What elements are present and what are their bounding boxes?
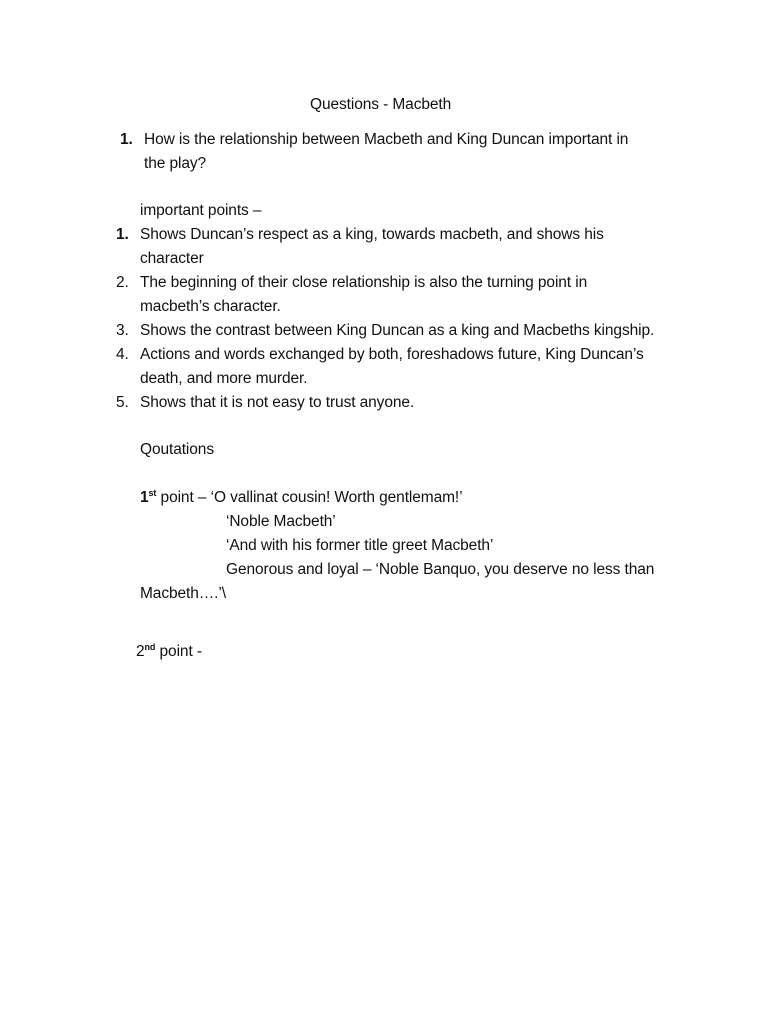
second-point-label <box>136 642 202 662</box>
second-point-label-text: point - <box>155 643 202 660</box>
first-point-ordinal-suffix: st <box>148 488 157 498</box>
first-point-continuation: Macbeth….’\ <box>140 585 226 602</box>
second-point-ordinal-suffix: nd <box>144 642 156 652</box>
first-point-quote-1: ‘Noble Macbeth’ <box>226 513 336 530</box>
point-1-line-2: character <box>140 250 204 267</box>
important-points-heading: important points – <box>140 202 262 219</box>
point-number-1: 1. <box>116 226 129 243</box>
first-point-label-text: point – ‘O vallinat cousin! Worth gentlemam!’ <box>156 489 463 506</box>
point-4-line-1: Actions and words exchanged by both, foreshadows future, King Duncan’s <box>140 346 644 363</box>
question-number: 1. <box>120 131 133 148</box>
point-1-line-1: Shows Duncan’s respect as a king, towards macbeth, and shows his <box>140 226 604 243</box>
point-number-3: 3. <box>116 322 129 339</box>
point-number-4: 4. <box>116 346 129 363</box>
quotations-heading: Qoutations <box>140 441 214 458</box>
point-2-line-1: The beginning of their close relationship is also the turning point in <box>140 274 588 291</box>
point-3-line-1: Shows the contrast between King Duncan as a king and Macbeths kingship. <box>140 322 655 339</box>
point-5-line-1: Shows that it is not easy to trust anyone. <box>140 394 415 411</box>
point-2-line-2: macbeth’s character. <box>140 298 281 315</box>
point-number-5: 5. <box>116 394 129 411</box>
question-text-line-1: How is the relationship between Macbeth and King Duncan important in <box>144 131 629 148</box>
point-number-2: 2. <box>116 274 129 291</box>
first-point-quote-2: ‘And with his former title greet Macbeth’ <box>226 537 494 554</box>
question-text-line-2: the play? <box>144 155 207 172</box>
first-point-quote-3: Genorous and loyal – ‘Noble Banquo, you deserve no less than <box>226 561 655 578</box>
first-point-label <box>140 488 462 508</box>
page-title: Questions - Macbeth <box>310 96 452 113</box>
point-4-line-2: death, and more murder. <box>140 370 308 387</box>
second-point-ordinal-number: 2 <box>136 643 145 660</box>
first-point-ordinal-number: 1 <box>140 489 149 506</box>
